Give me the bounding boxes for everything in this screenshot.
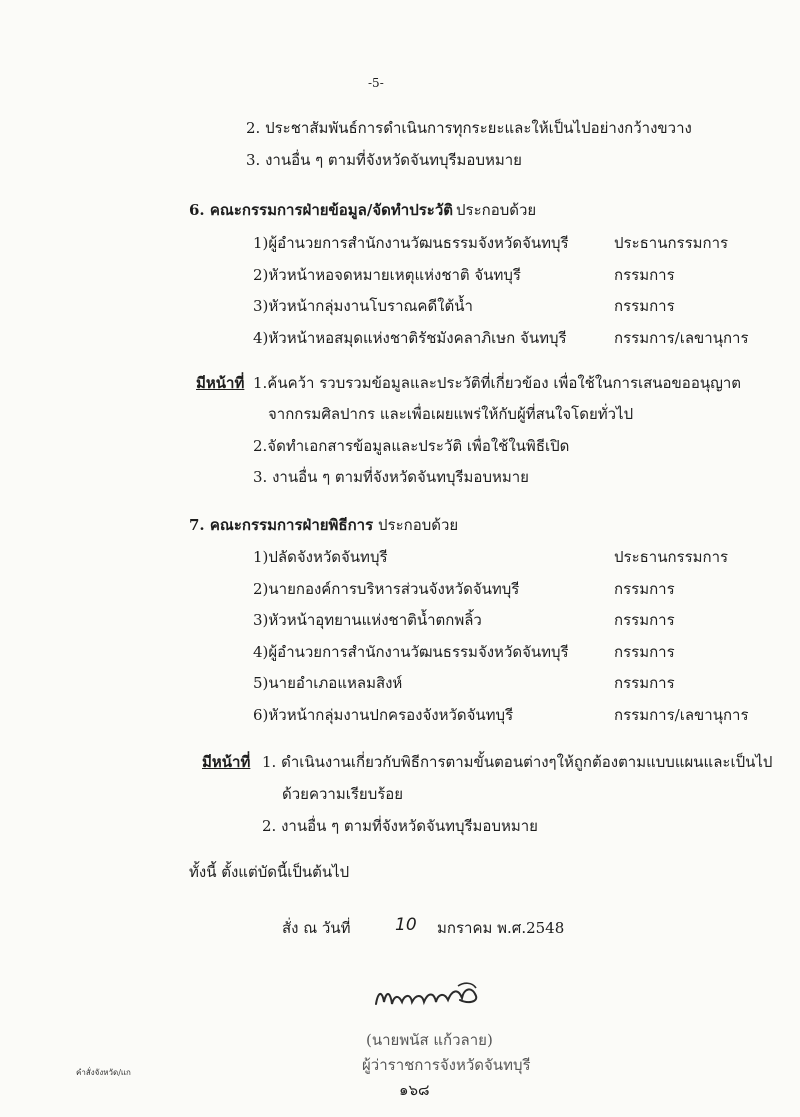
committee-6-member-role: ประธานกรรมการ: [614, 234, 729, 252]
committee-7-member-role: กรรมการ: [614, 611, 675, 629]
committee-6-duty-line: 1.ค้นคว้า รวบรวมข้อมูลและประวัติที่เกี่ยวข้อง เพื่อใช้ในการเสนอขออนุญาต: [253, 374, 742, 392]
committee-7-heading: 7. คณะกรรมการฝ่ายพิธีการ: [189, 516, 374, 534]
order-date-day: 10: [395, 915, 417, 935]
committee-6-suffix: ประกอบด้วย: [456, 201, 537, 219]
committee-7-duty-label: มีหน้าที่: [202, 753, 251, 771]
committee-7-suffix: ประกอบด้วย: [378, 516, 459, 534]
committee-6-member-role: กรรมการ/เลขานุการ: [614, 329, 749, 347]
committee-7-member-role: กรรมการ: [614, 643, 675, 661]
top-item-2: 2. ประชาสัมพันธ์การดำเนินการทุกระยะและให้เป็นไปอย่างกว้างขวาง: [246, 119, 692, 137]
committee-6-member-name: 2)หัวหน้าหอจดหมายเหตุแห่งชาติ จันทบุรี: [253, 266, 521, 284]
committee-7-member-role: ประธานกรรมการ: [614, 548, 729, 566]
committee-6-member-role: กรรมการ: [614, 266, 675, 284]
committee-6-member-name: 3)หัวหน้ากลุ่มงานโบราณคดีใต้น้ำ: [253, 297, 473, 315]
committee-7-duty-line: ด้วยความเรียบร้อย: [282, 785, 404, 803]
committee-7-member-name: 4)ผู้อำนวยการสำนักงานวัฒนธรรมจังหวัดจันทบุรี: [253, 643, 569, 661]
committee-7-duty-line: 2. งานอื่น ๆ ตามที่จังหวัดจันทบุรีมอบหมาย: [262, 817, 538, 835]
committee-7-member-name: 1)ปลัดจังหวัดจันทบุรี: [253, 548, 388, 566]
committee-6-member-name: 1)ผู้อำนวยการสำนักงานวัฒนธรรมจังหวัดจันทบุรี: [253, 234, 569, 252]
signature-image: [372, 978, 492, 1014]
committee-6-member-name: 4)หัวหน้าหอสมุดแห่งชาติรัชมังคลาภิเษก จันทบุรี: [253, 329, 567, 347]
committee-6-duty-line: 2.จัดทำเอกสารข้อมูลและประวัติ เพื่อใช้ในพิธีเปิด: [253, 437, 570, 455]
committee-7-member-name: 5)นายอำเภอแหลมสิงห์: [253, 674, 403, 692]
order-date-prefix: สั่ง ณ วันที่: [282, 919, 351, 937]
footer-code: คำสั่งจังหวัด/แก: [76, 1068, 131, 1077]
committee-6-duty-label: มีหน้าที่: [196, 374, 245, 392]
committee-7-member-name: 6)หัวหน้ากลุ่มงานปกครองจังหวัดจันทบุรี: [253, 706, 514, 724]
committee-6-duty-line: 3. งานอื่น ๆ ตามที่จังหวัดจันทบุรีมอบหมาย: [253, 468, 529, 486]
page-number: -5-: [368, 76, 384, 90]
closing-statement: ทั้งนี้ ตั้งแต่บัดนี้เป็นต้นไป: [189, 863, 350, 881]
committee-6-heading: 6. คณะกรรมการฝ่ายข้อมูล/จัดทำประวัติ: [189, 201, 453, 219]
signer-name: (นายพนัส แก้วลาย): [366, 1031, 493, 1049]
committee-7-member-role: กรรมการ/เลขานุการ: [614, 706, 749, 724]
committee-7-member-name: 2)นายกองค์การบริหารส่วนจังหวัดจันทบุรี: [253, 580, 520, 598]
committee-7-member-role: กรรมการ: [614, 674, 675, 692]
signer-title: ผู้ว่าราชการจังหวัดจันทบุรี: [362, 1056, 531, 1074]
committee-6-member-role: กรรมการ: [614, 297, 675, 315]
top-item-3: 3. งานอื่น ๆ ตามที่จังหวัดจันทบุรีมอบหมาย: [246, 151, 522, 169]
committee-7-member-role: กรรมการ: [614, 580, 675, 598]
order-date-month-year: มกราคม พ.ศ.2548: [437, 919, 565, 937]
footer-page-number: ๑๖๘: [399, 1081, 430, 1099]
committee-6-duty-line: จากกรมศิลปากร และเพื่อเผยแพร่ให้กับผู้ที่สนใจโดยทั่วไป: [268, 405, 634, 423]
committee-7-duty-line: 1. ดำเนินงานเกี่ยวกับพิธีการตามขั้นตอนต่างๆให้ถูกต้องตามแบบแผนและเป็นไป: [262, 753, 773, 771]
committee-7-member-name: 3)หัวหน้าอุทยานแห่งชาติน้ำตกพลิ้ว: [253, 611, 482, 629]
